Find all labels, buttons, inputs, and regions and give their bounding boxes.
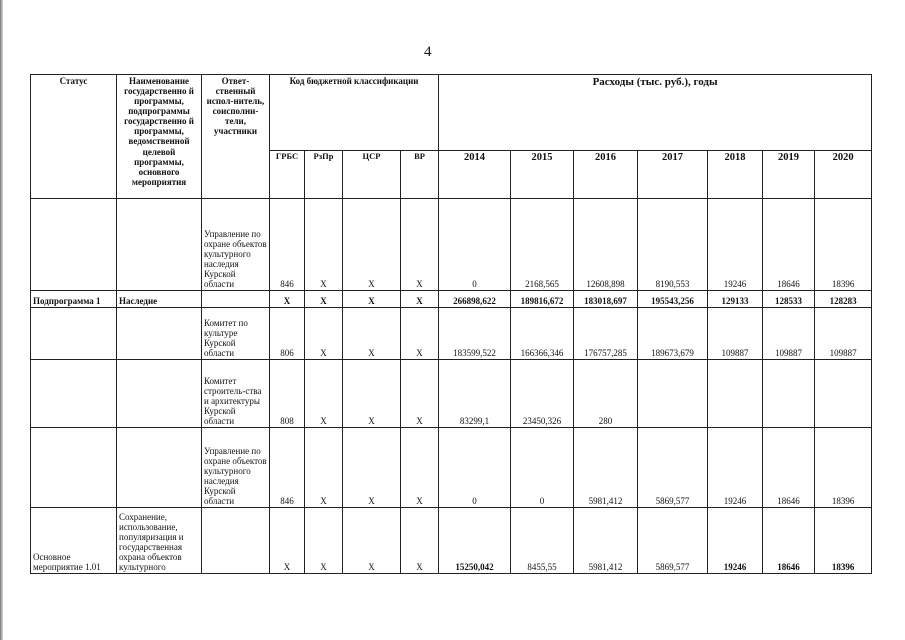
cell-name (117, 360, 202, 428)
cell-name (117, 199, 202, 291)
cell-value-2020: 18396 (815, 428, 872, 508)
cell-value-2018: 109887 (708, 308, 763, 360)
cell-value-2016: 280 (574, 360, 638, 428)
cell-status (31, 428, 117, 508)
cell-value-2020: 18396 (815, 508, 872, 574)
cell-executor (202, 291, 270, 308)
cell-value-2019: 109887 (763, 308, 815, 360)
cell-value-2019: 18646 (763, 199, 815, 291)
cell-value-2015: 166366,346 (511, 308, 574, 360)
cell-csr: Х (343, 291, 401, 308)
cell-vr: Х (401, 308, 439, 360)
header-expenses: Расходы (тыс. руб.), годы (439, 75, 872, 151)
cell-value-2017: 195543,256 (638, 291, 708, 308)
header-year-2019: 2019 (763, 151, 815, 199)
cell-value-2015: 0 (511, 428, 574, 508)
cell-value-2018: 19246 (708, 428, 763, 508)
header-status: Статус (31, 75, 117, 199)
header-code-csr: ЦСР (343, 151, 401, 199)
cell-executor (202, 508, 270, 574)
cell-rzpr: Х (305, 428, 343, 508)
cell-value-2018: 19246 (708, 508, 763, 574)
header-year-2014: 2014 (439, 151, 511, 199)
cell-value-2014: 15250,042 (439, 508, 511, 574)
cell-csr: Х (343, 199, 401, 291)
header-year-2018: 2018 (708, 151, 763, 199)
cell-value-2017: 189673,679 (638, 308, 708, 360)
cell-value-2017: 5869,577 (638, 508, 708, 574)
cell-executor: Комитет строитель-ства и архитектуры Курской области (202, 360, 270, 428)
header-budget-code: Код бюджетной классификации (270, 75, 439, 151)
header-code-rzpr: РзПр (305, 151, 343, 199)
cell-status (31, 308, 117, 360)
cell-csr: Х (343, 508, 401, 574)
cell-value-2015: 8455,55 (511, 508, 574, 574)
header-code-grbs: ГРБС (270, 151, 305, 199)
cell-csr: Х (343, 360, 401, 428)
cell-value-2014: 0 (439, 199, 511, 291)
header-year-2017: 2017 (638, 151, 708, 199)
cell-value-2020: 109887 (815, 308, 872, 360)
cell-value-2019: 18646 (763, 508, 815, 574)
cell-rzpr: Х (305, 308, 343, 360)
cell-status: Основное мероприятие 1.01 (31, 508, 117, 574)
cell-value-2020: 128283 (815, 291, 872, 308)
table-row (31, 360, 872, 428)
cell-vr: Х (401, 291, 439, 308)
cell-value-2016: 183018,697 (574, 291, 638, 308)
cell-value-2014: 0 (439, 428, 511, 508)
table-row (31, 308, 872, 360)
cell-value-2018: 129133 (708, 291, 763, 308)
cell-value-2014: 83299,1 (439, 360, 511, 428)
cell-value-2020 (815, 360, 872, 428)
cell-value-2016: 5981,412 (574, 428, 638, 508)
cell-value-2015: 2168,565 (511, 199, 574, 291)
cell-rzpr: Х (305, 199, 343, 291)
cell-value-2017: 8190,553 (638, 199, 708, 291)
cell-value-2015: 189816,672 (511, 291, 574, 308)
scan-left-edge (0, 0, 3, 640)
cell-vr: Х (401, 508, 439, 574)
cell-name: Сохранение, использование, популяризация и государственная охрана объектов культурного (117, 508, 202, 574)
cell-value-2014: 183599,522 (439, 308, 511, 360)
cell-value-2015: 23450,326 (511, 360, 574, 428)
cell-grbs: 846 (270, 199, 305, 291)
page-number: 4 (424, 44, 432, 60)
cell-grbs: 846 (270, 428, 305, 508)
cell-vr: Х (401, 428, 439, 508)
cell-value-2019: 128533 (763, 291, 815, 308)
cell-name (117, 308, 202, 360)
cell-rzpr: Х (305, 291, 343, 308)
cell-csr: Х (343, 428, 401, 508)
table-row (31, 199, 872, 291)
header-year-2016: 2016 (574, 151, 638, 199)
cell-value-2016: 176757,285 (574, 308, 638, 360)
cell-value-2019: 18646 (763, 428, 815, 508)
table-row (31, 428, 872, 508)
header-year-2020: 2020 (815, 151, 872, 199)
cell-vr: Х (401, 199, 439, 291)
cell-status: Подпрограмма 1 (31, 291, 117, 308)
cell-value-2020: 18396 (815, 199, 872, 291)
cell-name: Наследие (117, 291, 202, 308)
cell-rzpr: Х (305, 360, 343, 428)
cell-executor: Управление по охране объектов культурного наследия Курской области (202, 428, 270, 508)
table-row (31, 291, 872, 308)
cell-csr: Х (343, 308, 401, 360)
cell-grbs: Х (270, 291, 305, 308)
cell-status (31, 360, 117, 428)
cell-value-2017: 5869,577 (638, 428, 708, 508)
cell-grbs: 808 (270, 360, 305, 428)
header-program-name: Наименование государственно й программы, подпрограммы государственно й программы, ведомственной целевой программы, основного мероприятия (117, 75, 202, 199)
cell-executor: Комитет по культуре Курской области (202, 308, 270, 360)
cell-status (31, 199, 117, 291)
cell-vr: Х (401, 360, 439, 428)
cell-value-2017 (638, 360, 708, 428)
cell-grbs: Х (270, 508, 305, 574)
cell-value-2019 (763, 360, 815, 428)
cell-grbs: 806 (270, 308, 305, 360)
cell-value-2016: 12608,898 (574, 199, 638, 291)
cell-value-2016: 5981,412 (574, 508, 638, 574)
budget-table (30, 74, 872, 574)
cell-rzpr: Х (305, 508, 343, 574)
cell-name (117, 428, 202, 508)
cell-value-2018 (708, 360, 763, 428)
header-year-2015: 2015 (511, 151, 574, 199)
cell-value-2014: 266898,622 (439, 291, 511, 308)
cell-executor: Управление по охране объектов культурного наследия Курской области (202, 199, 270, 291)
header-executor: Ответ-ственный испол-нитель, соисполни-тели, участники (202, 75, 270, 199)
cell-value-2018: 19246 (708, 199, 763, 291)
header-code-vr: ВР (401, 151, 439, 199)
table-row (31, 508, 872, 574)
